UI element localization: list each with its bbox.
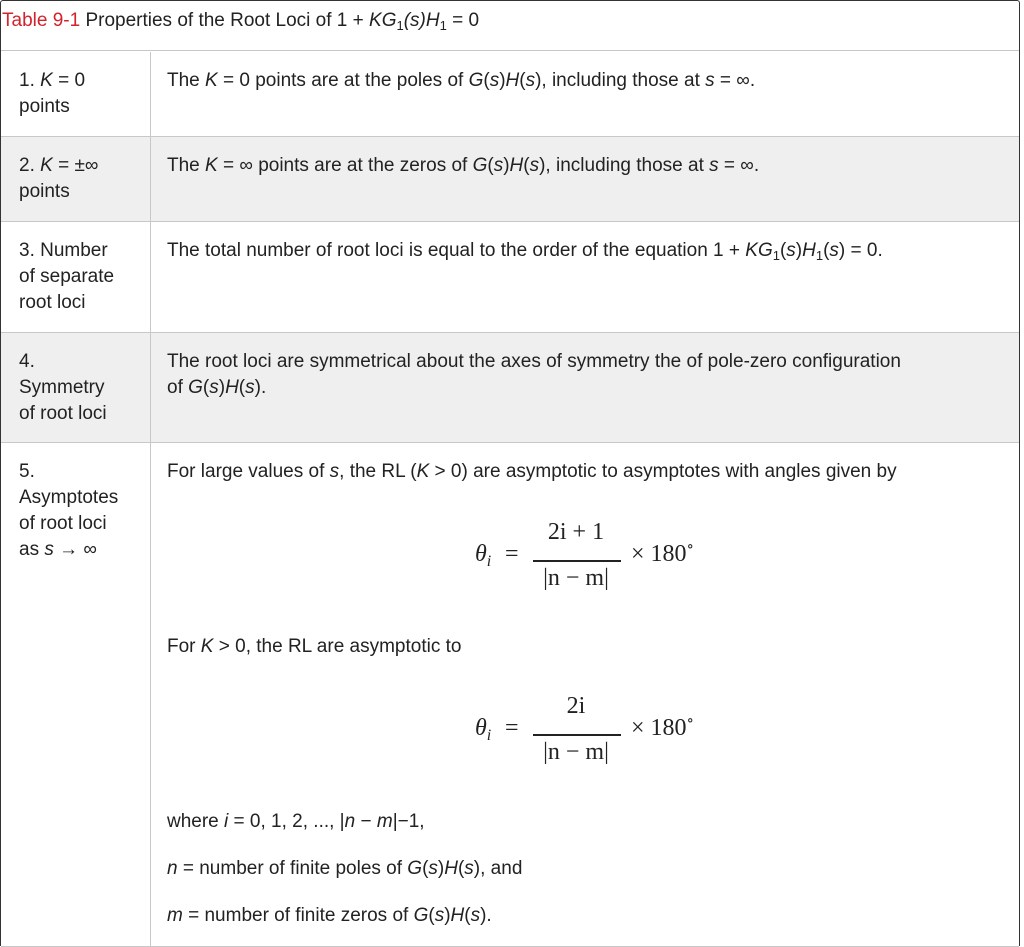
- desc-text: i: [224, 811, 229, 832]
- eq-denominator: |n − m|: [543, 565, 609, 591]
- desc-text: K: [416, 461, 430, 482]
- table-caption: [1, 1, 1019, 51]
- desc-paragraph: [167, 809, 425, 835]
- property-text: of separate: [19, 266, 115, 287]
- description-cell: [151, 52, 1019, 136]
- desc-text: = number of finite zeros of: [182, 905, 414, 926]
- eq-equals: =: [505, 715, 519, 741]
- property-text: of root loci: [19, 513, 107, 534]
- property-text: s: [44, 539, 54, 560]
- desc-text: H: [225, 377, 239, 398]
- desc-text: (: [202, 377, 210, 398]
- table-row: [1, 222, 1019, 333]
- desc-text: s: [786, 240, 796, 261]
- desc-text: H: [450, 905, 465, 926]
- desc-text: , the RL (: [339, 461, 417, 482]
- eq-numerator: 2i + 1: [547, 519, 605, 545]
- property-text: K: [40, 70, 53, 91]
- desc-text: s: [493, 155, 504, 176]
- property-cell: [1, 52, 151, 136]
- asymptote-equation-2: [475, 693, 715, 773]
- property-text: = ±∞: [52, 155, 99, 176]
- desc-text: For large values of: [167, 461, 330, 482]
- property-text: 5.: [19, 461, 35, 482]
- desc-text: ): [795, 240, 803, 261]
- desc-paragraph: [167, 459, 897, 485]
- caption-text: = 0: [446, 10, 480, 31]
- desc-text: ) = 0.: [838, 240, 883, 261]
- desc-text: ): [437, 858, 445, 879]
- table-label: Table 9-1: [2, 10, 81, 31]
- desc-text: s: [329, 461, 340, 482]
- desc-text: n: [167, 858, 178, 879]
- eq-text: × 180: [631, 541, 687, 567]
- property-text: 2.: [19, 155, 41, 176]
- caption-math: KG: [369, 10, 397, 31]
- desc-text: |−1,: [392, 811, 425, 832]
- desc-text: s: [489, 70, 500, 91]
- desc-text: ).: [254, 377, 267, 398]
- desc-text: The: [167, 70, 206, 91]
- desc-text: K: [205, 155, 218, 176]
- desc-text: G: [407, 858, 423, 879]
- desc-text: = ∞.: [714, 70, 756, 91]
- caption-sub: 1: [396, 18, 404, 33]
- eq-sub: i: [486, 727, 492, 744]
- desc-text: s: [829, 240, 839, 261]
- desc-text: s: [434, 905, 445, 926]
- desc-text: ), and: [473, 858, 523, 879]
- property-text: of root loci: [19, 403, 107, 424]
- property-text: 1.: [19, 70, 41, 91]
- desc-text: The total number of root loci is equal to the order of the equation 1 +: [167, 240, 746, 261]
- desc-text: The: [167, 155, 206, 176]
- property-cell: [1, 137, 151, 221]
- desc-text: ), including those at: [535, 70, 706, 91]
- desc-text: s: [525, 70, 536, 91]
- desc-text: ), including those at: [539, 155, 710, 176]
- property-text: points: [19, 181, 70, 202]
- desc-text: K: [200, 636, 214, 657]
- desc-text: s: [428, 858, 438, 879]
- desc-text: (: [523, 155, 530, 176]
- desc-text: = number of finite poles of: [177, 858, 408, 879]
- desc-sub: 1: [772, 248, 780, 263]
- desc-text: where: [167, 811, 225, 832]
- desc-text: ): [444, 905, 451, 926]
- eq-sub: i: [486, 553, 492, 570]
- description-cell: [151, 443, 1019, 946]
- caption-sub: 1: [439, 18, 447, 33]
- desc-text: s: [464, 858, 474, 879]
- eq-degree: ∘: [686, 539, 694, 555]
- table-row: [1, 52, 1019, 137]
- desc-text: −: [355, 811, 377, 832]
- desc-paragraph: [167, 634, 461, 660]
- desc-text: ): [218, 377, 226, 398]
- desc-text: (: [519, 70, 526, 91]
- desc-text: (: [779, 240, 787, 261]
- desc-paragraph: [167, 903, 492, 929]
- desc-text: > 0) are asymptotic to asymptotes with angles given by: [429, 461, 897, 482]
- property-text: root loci: [19, 292, 86, 313]
- property-text: 4.: [19, 351, 35, 372]
- eq-lhs: [475, 541, 492, 570]
- desc-text: s: [470, 905, 481, 926]
- property-cell: [1, 222, 151, 332]
- eq-text: θ: [475, 541, 487, 567]
- desc-text: = ∞.: [718, 155, 760, 176]
- desc-text: G: [413, 905, 429, 926]
- description-cell: [151, 137, 1019, 221]
- eq-denominator: |n − m|: [543, 739, 609, 765]
- desc-text: s: [705, 70, 715, 91]
- desc-text: s: [529, 155, 540, 176]
- desc-text: (: [483, 70, 490, 91]
- desc-text: The root loci are symmetrical about the axes of symmetry the of pole-zero configuration: [167, 351, 901, 372]
- desc-text: G: [188, 377, 203, 398]
- property-text: K: [40, 155, 53, 176]
- desc-text: m: [376, 811, 393, 832]
- desc-text: G: [468, 70, 484, 91]
- desc-text: (: [238, 377, 246, 398]
- desc-text: H: [509, 155, 524, 176]
- table-row: [1, 137, 1019, 222]
- desc-text: > 0, the RL are asymptotic to: [213, 636, 462, 657]
- desc-text: = 0 points are at the poles of: [217, 70, 469, 91]
- property-text: = 0: [52, 70, 86, 91]
- property-cell: [1, 333, 151, 442]
- desc-text: m: [167, 905, 183, 926]
- eq-numerator: 2i: [566, 693, 586, 719]
- eq-lhs: [475, 715, 492, 744]
- desc-text: = ∞ points are at the zeros of: [217, 155, 473, 176]
- desc-text: of: [167, 377, 189, 398]
- desc-text: H: [802, 240, 816, 261]
- desc-text: (: [428, 905, 435, 926]
- description-cell: [151, 333, 1019, 442]
- property-text: as: [19, 539, 45, 560]
- fraction-bar: [533, 560, 621, 562]
- desc-text: (: [422, 858, 429, 879]
- asymptote-equation-1: [475, 519, 715, 599]
- eq-text: θ: [475, 715, 487, 741]
- desc-text: KG: [745, 240, 773, 261]
- desc-text: (: [487, 155, 494, 176]
- desc-text: (: [823, 240, 830, 261]
- caption-math: (s)H: [403, 10, 440, 31]
- desc-text: s: [709, 155, 719, 176]
- desc-text: H: [505, 70, 520, 91]
- desc-text: ).: [480, 905, 492, 926]
- eq-degree: ∘: [686, 713, 694, 729]
- desc-text: n: [344, 811, 356, 832]
- description-cell: [151, 222, 1019, 332]
- desc-text: ): [499, 70, 506, 91]
- desc-text: s: [209, 377, 219, 398]
- property-text: Asymptotes: [19, 487, 119, 508]
- desc-text: For: [167, 636, 201, 657]
- property-text: → ∞: [53, 539, 97, 560]
- desc-text: G: [472, 155, 488, 176]
- property-text: Symmetry: [19, 377, 105, 398]
- table-row: [1, 443, 1019, 947]
- fraction-bar: [533, 734, 621, 736]
- eq-equals: =: [505, 541, 519, 567]
- desc-text: K: [205, 70, 218, 91]
- desc-text: (: [457, 858, 465, 879]
- desc-sub: 1: [815, 248, 824, 263]
- desc-text: = 0, 1, 2, ..., |: [228, 811, 345, 832]
- eq-times: [631, 541, 694, 567]
- caption-text: Properties of the Root Loci of 1 +: [80, 10, 370, 31]
- eq-text: × 180: [631, 715, 687, 741]
- property-text: 3. Number: [19, 240, 108, 261]
- property-cell: [1, 443, 151, 946]
- desc-text: ): [503, 155, 510, 176]
- eq-times: [631, 715, 694, 741]
- desc-text: H: [444, 858, 458, 879]
- desc-text: s: [245, 377, 255, 398]
- table-row: [1, 333, 1019, 443]
- property-text: points: [19, 96, 70, 117]
- desc-text: (: [464, 905, 471, 926]
- desc-paragraph: [167, 856, 522, 882]
